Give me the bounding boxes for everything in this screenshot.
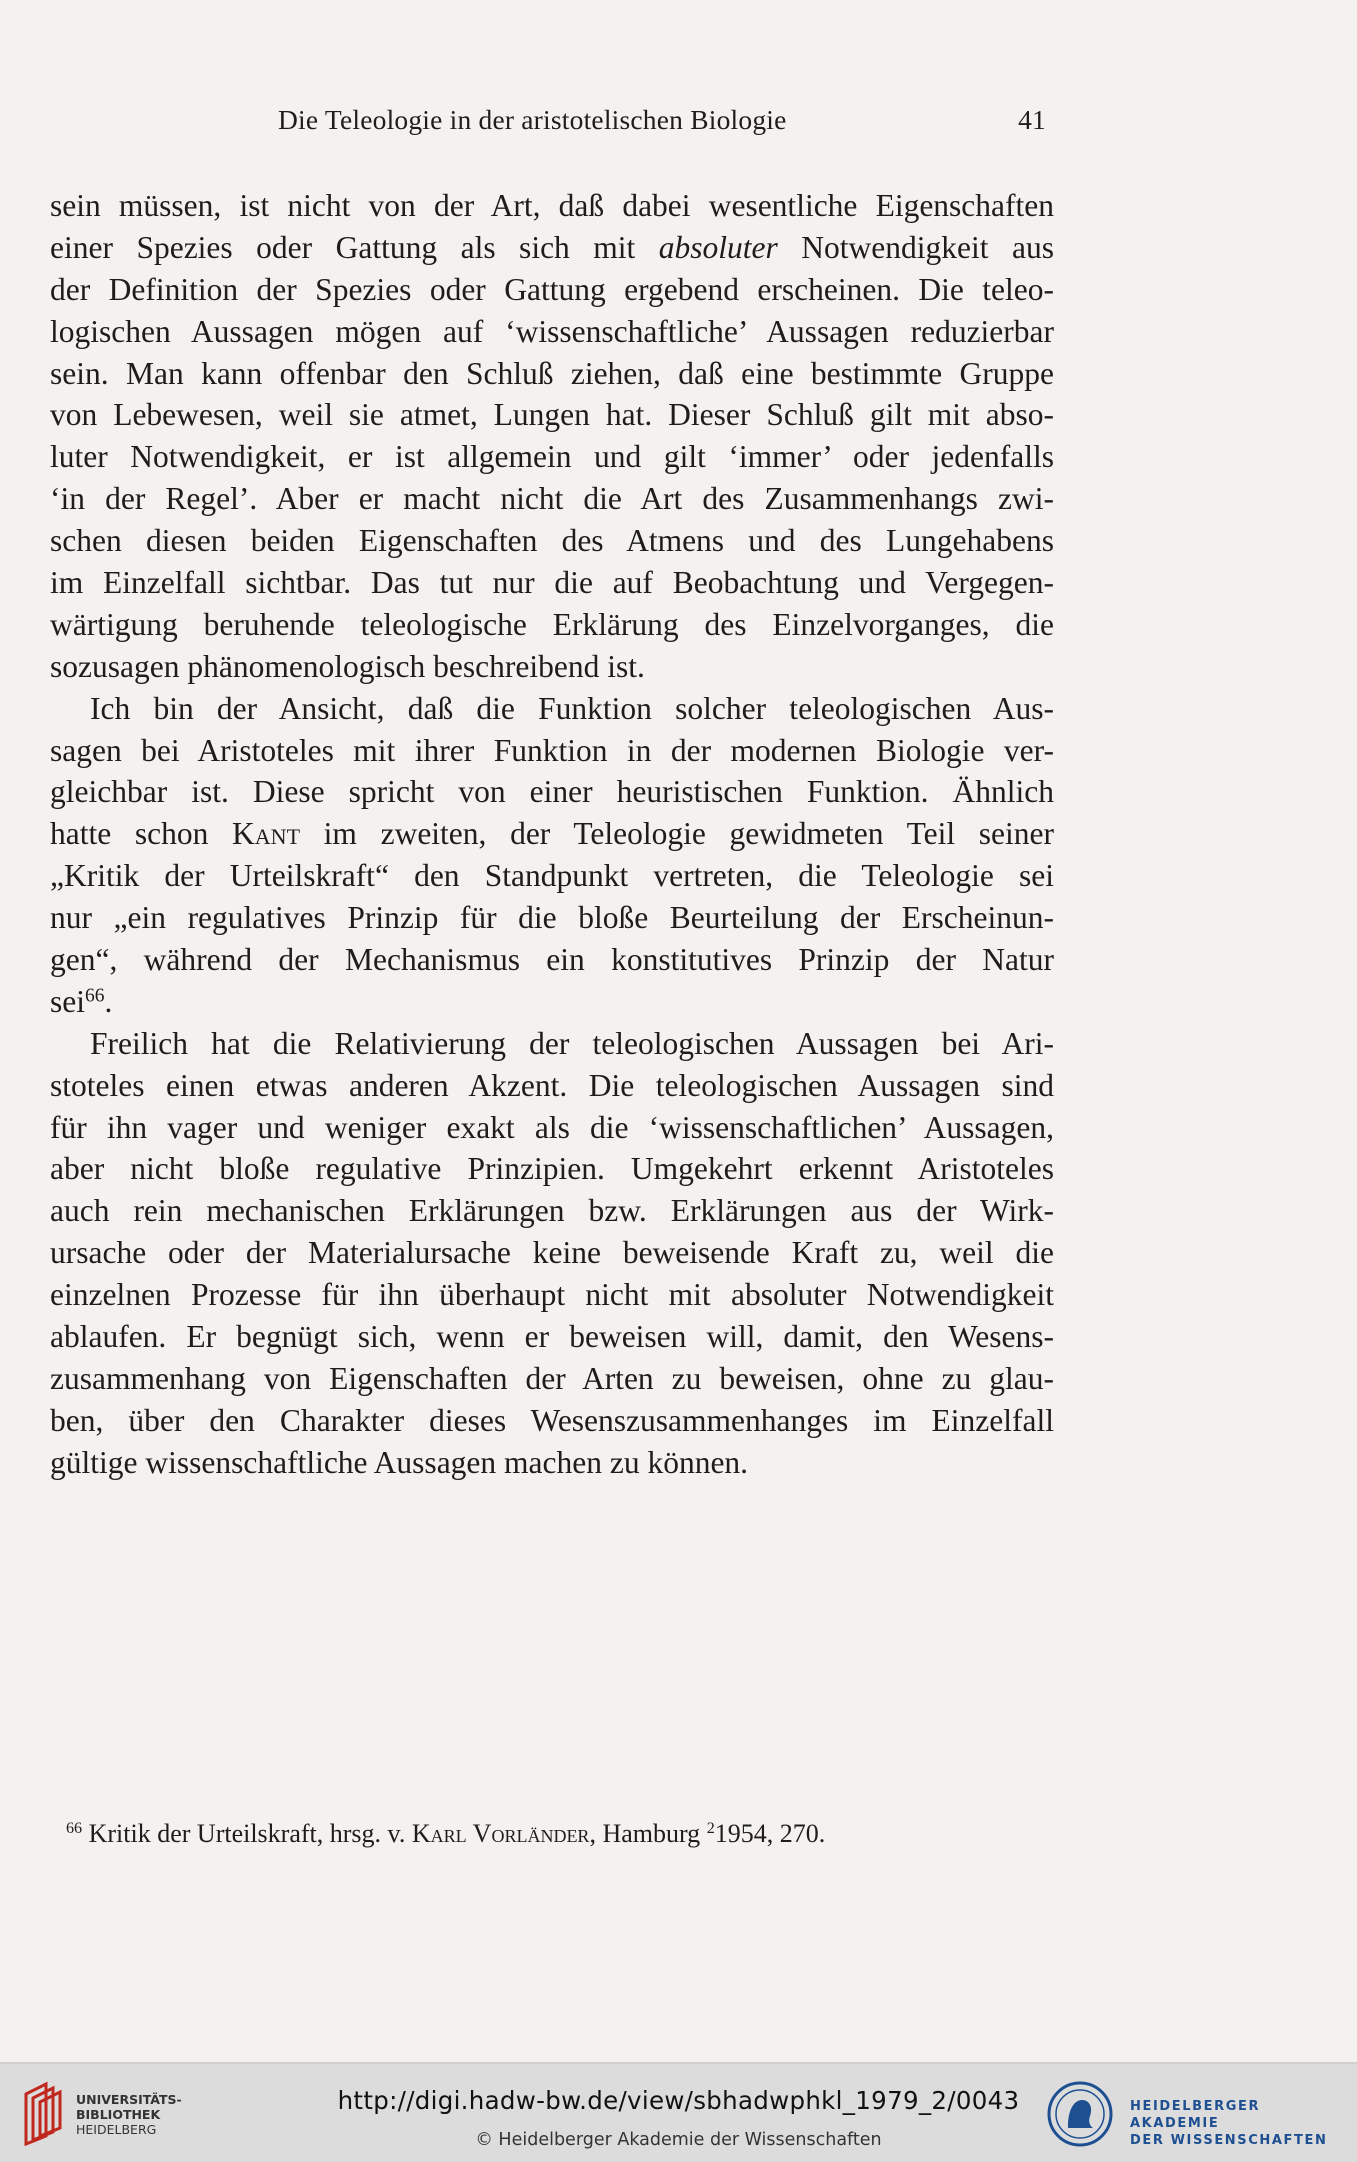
logo-line: HEIDELBERG bbox=[76, 2122, 157, 2137]
text-segment: hatte schon bbox=[50, 816, 233, 852]
paragraph-3 bbox=[50, 1023, 1054, 1484]
text-line: einzelnen Prozesse für ihn überhaupt nicht mit absoluter Notwendigkeit bbox=[50, 1277, 1054, 1313]
text-line: der Definition der Spezies oder Gattung ergebend erscheinen. Die teleo- bbox=[50, 271, 1054, 307]
text-line: Freilich hat die Relativierung der teleologischen Aussagen bei Ari- bbox=[90, 1025, 1054, 1061]
text-line: gleichbar ist. Diese spricht von einer heuristischen Funktion. Ähnlich bbox=[50, 774, 1054, 810]
text-line: sozusagen phänomenologisch beschreibend ist. bbox=[50, 648, 645, 684]
logo-line: BIBLIOTHEK bbox=[76, 2107, 161, 2122]
running-title: Die Teleologie in der aristotelischen Biologie bbox=[278, 104, 787, 135]
editor-name: Karl Vorländer bbox=[411, 1819, 590, 1848]
text-segment: . bbox=[104, 983, 113, 1019]
text-segment: im zweiten, der Teleologie gewidmeten Teil seiner bbox=[300, 816, 1054, 852]
footnote-number: 66 bbox=[66, 1820, 83, 1838]
footnote bbox=[66, 1817, 1056, 1851]
page-header bbox=[278, 104, 1046, 146]
permalink-url[interactable]: http://digi.hadw-bw.de/view/sbhadwphkl_1979_2/0043 bbox=[337, 2086, 1020, 2115]
text-line: sagen bei Aristoteles mit ihrer Funktion in der modernen Biologie ver- bbox=[50, 732, 1054, 768]
text-line: ben, über den Charakter dieses Wesenszusammenhanges im Einzelfall bbox=[50, 1402, 1054, 1438]
footer-bar bbox=[0, 2062, 1357, 2162]
edition-number: 2 bbox=[706, 1820, 715, 1838]
academy-logo[interactable] bbox=[1046, 2080, 1346, 2150]
text-line: nur „ein regulatives Prinzip für die bloße Beurteilung der Erscheinun- bbox=[50, 900, 1054, 936]
footnote-reference[interactable]: 66 bbox=[85, 985, 105, 1007]
academy-logo-text bbox=[1130, 2098, 1346, 2149]
text-line: „Kritik der Urteilskraft“ den Standpunkt vertreten, die Teleologie sei bbox=[50, 858, 1054, 894]
text-line: logischen Aussagen mögen auf ‘wissenschaftliche’ Aussagen reduzierbar bbox=[50, 313, 1054, 349]
page-number: 41 bbox=[1018, 104, 1046, 135]
text-line: gültige wissenschaftliche Aussagen machen zu können. bbox=[50, 1444, 749, 1480]
text-line: ursache oder der Materialursache keine beweisende Kraft zu, weil die bbox=[50, 1235, 1054, 1271]
text-line bbox=[50, 227, 1054, 269]
text-line: ‘in der Regel’. Aber er macht nicht die Art des Zusammenhangs zwi- bbox=[50, 481, 1054, 517]
paragraph-1 bbox=[50, 185, 1054, 688]
text-line: stoteles einen etwas anderen Akzent. Die teleologischen Aussagen sind bbox=[50, 1067, 1054, 1103]
author-name: Kant bbox=[232, 816, 301, 852]
text-line: gen“, während der Mechanismus ein konstitutives Prinzip der Natur bbox=[50, 942, 1054, 978]
text-line: wärtigung beruhende teleologische Erklärung des Einzelvorganges, die bbox=[50, 606, 1054, 642]
text-line: ablaufen. Er begnügt sich, wenn er beweisen will, damit, den Wesens- bbox=[50, 1319, 1054, 1355]
text-line: Ich bin der Ansicht, daß die Funktion solcher teleologischen Aus- bbox=[90, 690, 1054, 726]
text-segment: sei bbox=[50, 983, 85, 1019]
body-text bbox=[50, 185, 1054, 1484]
text-line: aber nicht bloße regulative Prinzipien. Umgekehrt erkennt Aristoteles bbox=[50, 1151, 1054, 1187]
academy-seal-icon bbox=[1046, 2080, 1114, 2148]
text-line: luter Notwendigkeit, er ist allgemein und gilt ‘immer’ oder jedenfalls bbox=[50, 439, 1054, 475]
logo-line: UNIVERSITÄTS- bbox=[76, 2092, 182, 2107]
text-line bbox=[50, 813, 1054, 855]
logo-line: DER WISSENSCHAFTEN bbox=[1130, 2133, 1328, 2148]
text-segment: Notwendigkeit aus bbox=[777, 229, 1054, 265]
text-line: sein müssen, ist nicht von der Art, daß dabei wesentliche Eigenschaften bbox=[50, 188, 1054, 223]
text-line: sein. Man kann offenbar den Schluß ziehen, daß eine bestimmte Gruppe bbox=[50, 355, 1054, 391]
text-line: für ihn vager und weniger exakt als die ‘wissenschaftlichen’ Aussagen, bbox=[50, 1109, 1054, 1145]
text-line: schen diesen beiden Eigenschaften des Atmens und des Lungehabens bbox=[50, 523, 1054, 559]
text-line: im Einzelfall sichtbar. Das tut nur die auf Beobachtung und Vergegen- bbox=[50, 565, 1054, 601]
copyright-notice: © Heidelberger Akademie der Wissenschaften bbox=[475, 2130, 882, 2150]
text-line: von Lebewesen, weil sie atmet, Lungen hat. Dieser Schluß gilt mit abso- bbox=[50, 397, 1054, 433]
text-segment: einer Spezies oder Gattung als sich mit bbox=[50, 229, 659, 265]
paragraph-2 bbox=[50, 688, 1054, 1023]
text-line: auch rein mechanischen Erklärungen bzw. Erklärungen aus der Wirk- bbox=[50, 1193, 1054, 1229]
text-line: zusammenhang von Eigenschaften der Arten zu beweisen, ohne zu glau- bbox=[50, 1360, 1054, 1396]
emphasis: absoluter bbox=[658, 229, 778, 265]
footnote-text: 1954, 270. bbox=[714, 1819, 826, 1848]
text-line bbox=[50, 981, 1054, 1023]
footnote-text: Kritik der Urteilskraft, hrsg. v. bbox=[82, 1819, 412, 1848]
logo-line: HEIDELBERGER AKADEMIE bbox=[1130, 2099, 1261, 2131]
footnote-text: , Hamburg bbox=[589, 1819, 707, 1848]
